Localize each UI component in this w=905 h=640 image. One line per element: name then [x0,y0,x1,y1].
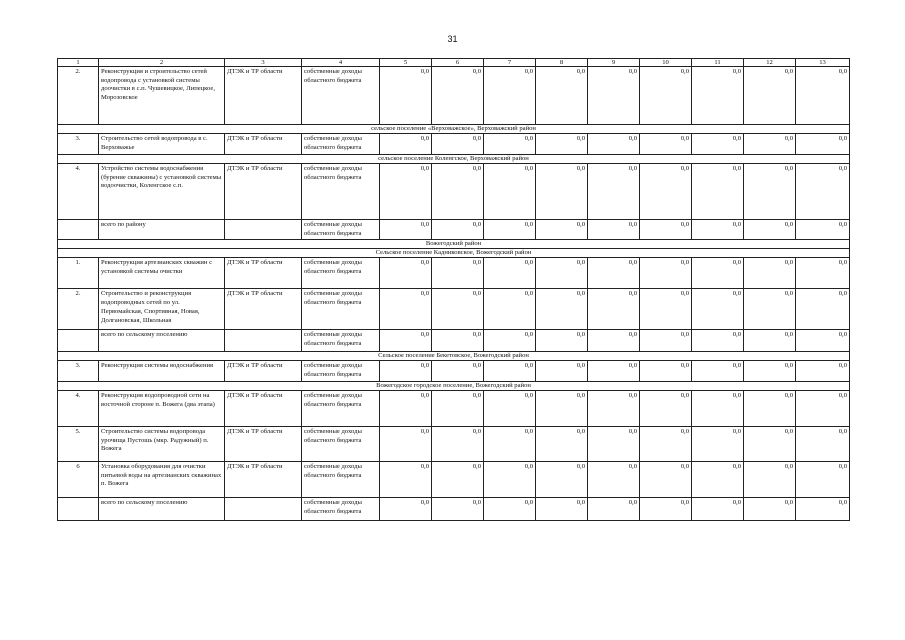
value-cell: 0,0 [432,330,484,352]
value-cell: 0,0 [432,289,484,330]
value-cell: 0,0 [432,461,484,497]
value-cell: 0,0 [484,134,536,155]
executor [225,497,302,520]
value-cell: 0,0 [484,361,536,381]
value-cell: 0,0 [588,164,640,220]
section-title: сельское поселение «Верховажское», Верховажский район [58,125,850,134]
value-cell: 0,0 [744,164,796,220]
value-cell: 0,0 [692,164,744,220]
value-cell: 0,0 [640,289,692,330]
value-cell: 0,0 [536,258,588,289]
value-cell: 0,0 [744,497,796,520]
section-header-row [58,249,850,258]
value-cell: 0,0 [692,134,744,155]
section-title: Сельское поселение Кадниковское, Вожегодский район [58,249,850,258]
row-number [58,220,99,240]
value-cell: 0,0 [744,390,796,426]
value-cell: 0,0 [432,390,484,426]
value-cell: 0,0 [484,164,536,220]
value-cell: 0,0 [588,67,640,125]
page-number: 31 [447,34,458,44]
value-cell: 0,0 [380,164,432,220]
measure-name: Строительство системы водопровода урочища Пустошь (мкр. Радужный) п. Вожега [99,426,225,461]
value-cell: 0,0 [588,258,640,289]
column-number-header: 2 [99,59,225,67]
row-number: 2. [58,67,99,125]
value-cell: 0,0 [640,164,692,220]
value-cell: 0,0 [640,497,692,520]
section-header-row [58,381,850,390]
row-number: 4. [58,390,99,426]
value-cell: 0,0 [692,461,744,497]
value-cell: 0,0 [588,390,640,426]
value-cell: 0,0 [588,461,640,497]
value-cell: 0,0 [640,67,692,125]
column-number-header: 13 [796,59,850,67]
value-cell: 0,0 [432,164,484,220]
table-body [58,59,850,521]
value-cell: 0,0 [796,361,850,381]
value-cell: 0,0 [640,461,692,497]
section-header-row [58,240,850,249]
value-cell: 0,0 [588,426,640,461]
funding-source: собственные доходы областного бюджета [302,390,380,426]
table-row [58,497,850,520]
column-number-header: 1 [58,59,99,67]
measure-name: Устройство системы водоснабжения (бурение скважины) с установкой системы водоочистки, Коленгское с.п. [99,164,225,220]
funding-source: собственные доходы областного бюджета [302,289,380,330]
value-cell: 0,0 [484,330,536,352]
value-cell: 0,0 [380,67,432,125]
executor: ДТЭК и ТР области [225,164,302,220]
value-cell: 0,0 [536,330,588,352]
value-cell: 0,0 [796,258,850,289]
value-cell: 0,0 [796,67,850,125]
value-cell: 0,0 [692,220,744,240]
value-cell: 0,0 [744,67,796,125]
value-cell: 0,0 [692,390,744,426]
executor: ДТЭК и ТР области [225,67,302,125]
value-cell: 0,0 [536,497,588,520]
value-cell: 0,0 [692,289,744,330]
value-cell: 0,0 [484,289,536,330]
column-number-header: 11 [692,59,744,67]
value-cell: 0,0 [484,67,536,125]
column-number-header: 3 [225,59,302,67]
measure-name: Установка оборудования для очистки питьевой воды на артезианских скважинах п. Вожега [99,461,225,497]
value-cell: 0,0 [380,497,432,520]
section-header-row [58,352,850,361]
value-cell: 0,0 [744,220,796,240]
row-number [58,330,99,352]
funding-source: собственные доходы областного бюджета [302,361,380,381]
funding-source: собственные доходы областного бюджета [302,67,380,125]
table-row [58,258,850,289]
row-number: 1. [58,258,99,289]
value-cell: 0,0 [692,361,744,381]
table-row [58,289,850,330]
value-cell: 0,0 [380,134,432,155]
value-cell: 0,0 [692,497,744,520]
value-cell: 0,0 [536,220,588,240]
executor [225,220,302,240]
table-row [58,134,850,155]
column-number-header: 12 [744,59,796,67]
measure-name: всего по сельскому поселению [99,497,225,520]
executor: ДТЭК и ТР области [225,426,302,461]
executor: ДТЭК и ТР области [225,289,302,330]
value-cell: 0,0 [588,134,640,155]
budget-table [57,58,850,521]
table-row [58,164,850,220]
value-cell: 0,0 [588,220,640,240]
funding-source: собственные доходы областного бюджета [302,426,380,461]
row-number: 4. [58,164,99,220]
value-cell: 0,0 [640,258,692,289]
value-cell: 0,0 [640,361,692,381]
value-cell: 0,0 [380,258,432,289]
value-cell: 0,0 [380,220,432,240]
value-cell: 0,0 [588,361,640,381]
measure-name: Реконструкция системы водоснабжения [99,361,225,381]
executor: ДТЭК и ТР области [225,134,302,155]
value-cell: 0,0 [692,258,744,289]
value-cell: 0,0 [796,497,850,520]
value-cell: 0,0 [744,461,796,497]
row-number: 2. [58,289,99,330]
measure-name: всего по району [99,220,225,240]
section-header-row [58,125,850,134]
value-cell: 0,0 [796,134,850,155]
value-cell: 0,0 [796,164,850,220]
value-cell: 0,0 [588,330,640,352]
measure-name: Реконструкция и строительство сетей водопровода с установкой системы доочистки в с.п. Чушевицкое, Липецкое, Морозовское [99,67,225,125]
measure-name: Строительство и реконструкция водопроводных сетей по ул. Первомайская, Спортивная, Новая, Долгановская, Школьная [99,289,225,330]
value-cell: 0,0 [692,426,744,461]
column-number-header-row [58,59,850,67]
funding-source: собственные доходы областного бюджета [302,164,380,220]
value-cell: 0,0 [484,426,536,461]
table-row [58,361,850,381]
value-cell: 0,0 [796,220,850,240]
measure-name: Реконструкция артезианских скважин с установкой системы очистки [99,258,225,289]
column-number-header: 6 [432,59,484,67]
value-cell: 0,0 [380,461,432,497]
funding-source: собственные доходы областного бюджета [302,220,380,240]
value-cell: 0,0 [380,289,432,330]
value-cell: 0,0 [536,67,588,125]
value-cell: 0,0 [536,426,588,461]
value-cell: 0,0 [380,426,432,461]
value-cell: 0,0 [796,461,850,497]
value-cell: 0,0 [484,390,536,426]
value-cell: 0,0 [536,134,588,155]
column-number-header: 7 [484,59,536,67]
value-cell: 0,0 [432,67,484,125]
section-title: Вожегодское городское поселение, Вожегодский район [58,381,850,390]
column-number-header: 10 [640,59,692,67]
value-cell: 0,0 [484,258,536,289]
value-cell: 0,0 [432,258,484,289]
row-number: 6 [58,461,99,497]
value-cell: 0,0 [536,361,588,381]
funding-source: собственные доходы областного бюджета [302,330,380,352]
section-title: Сельское поселение Бекетовское, Вожегодский район [58,352,850,361]
value-cell: 0,0 [692,67,744,125]
value-cell: 0,0 [432,134,484,155]
row-number [58,497,99,520]
measure-name: всего по сельскому поселению [99,330,225,352]
value-cell: 0,0 [796,390,850,426]
measure-name: Реконструкция водопроводной сети на восточной стороне п. Вожега (два этапа) [99,390,225,426]
value-cell: 0,0 [432,361,484,381]
value-cell: 0,0 [640,220,692,240]
row-number: 5. [58,426,99,461]
value-cell: 0,0 [380,361,432,381]
value-cell: 0,0 [432,426,484,461]
value-cell: 0,0 [588,497,640,520]
executor: ДТЭК и ТР области [225,390,302,426]
value-cell: 0,0 [640,330,692,352]
value-cell: 0,0 [744,258,796,289]
value-cell: 0,0 [796,289,850,330]
executor [225,330,302,352]
value-cell: 0,0 [640,134,692,155]
section-title: сельское поселение Коленгское, Верховажский район [58,155,850,164]
funding-source: собственные доходы областного бюджета [302,134,380,155]
funding-source: собственные доходы областного бюджета [302,258,380,289]
value-cell: 0,0 [536,164,588,220]
section-header-row [58,155,850,164]
value-cell: 0,0 [484,461,536,497]
value-cell: 0,0 [432,497,484,520]
column-number-header: 9 [588,59,640,67]
value-cell: 0,0 [380,330,432,352]
value-cell: 0,0 [484,497,536,520]
column-number-header: 4 [302,59,380,67]
table-row [58,426,850,461]
value-cell: 0,0 [640,390,692,426]
value-cell: 0,0 [796,426,850,461]
value-cell: 0,0 [744,289,796,330]
value-cell: 0,0 [640,426,692,461]
executor: ДТЭК и ТР области [225,258,302,289]
value-cell: 0,0 [536,390,588,426]
table-row [58,390,850,426]
table-row [58,67,850,125]
row-number: 3. [58,134,99,155]
table-row [58,220,850,240]
value-cell: 0,0 [744,361,796,381]
funding-source: собственные доходы областного бюджета [302,461,380,497]
value-cell: 0,0 [744,426,796,461]
section-title: Вожегодский район [58,240,850,249]
value-cell: 0,0 [796,330,850,352]
measure-name: Строительство сетей водопровода в с. Верховажье [99,134,225,155]
value-cell: 0,0 [432,220,484,240]
value-cell: 0,0 [484,220,536,240]
column-number-header: 5 [380,59,432,67]
value-cell: 0,0 [744,134,796,155]
value-cell: 0,0 [380,390,432,426]
table-row [58,330,850,352]
value-cell: 0,0 [692,330,744,352]
table-row [58,461,850,497]
value-cell: 0,0 [536,461,588,497]
executor: ДТЭК и ТР области [225,461,302,497]
funding-source: собственные доходы областного бюджета [302,497,380,520]
row-number: 3. [58,361,99,381]
column-number-header: 8 [536,59,588,67]
value-cell: 0,0 [536,289,588,330]
executor: ДТЭК и ТР области [225,361,302,381]
value-cell: 0,0 [744,330,796,352]
value-cell: 0,0 [588,289,640,330]
